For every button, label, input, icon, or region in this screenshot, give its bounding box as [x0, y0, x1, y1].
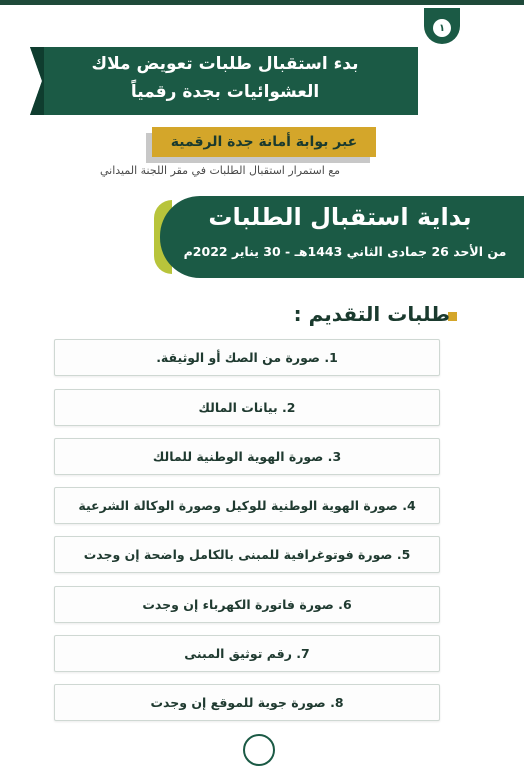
requirement-item: 1. صورة من الصك أو الوثيقة.: [54, 339, 440, 376]
requirement-item: 5. صورة فوتوغرافية للمبنى بالكامل واضحة إن وجدت: [54, 536, 440, 573]
requirement-item: 7. رقم توثيق المبنى: [54, 635, 440, 672]
requirements-heading: طلبات التقديم :: [293, 302, 450, 326]
portal-badge: [152, 127, 376, 157]
page-title: [40, 50, 410, 106]
requirement-item: 8. صورة جوية للموقع إن وجدت: [54, 684, 440, 721]
page-number-badge: [424, 8, 460, 44]
start-date: من الأحد 26 جمادى الثاني 1443هـ - 30 يناير 2022م: [183, 244, 507, 259]
requirement-item: 2. بيانات المالك: [54, 389, 440, 426]
portal-label: عبر بوابة أمانة جدة الرقمية: [170, 134, 358, 150]
requirement-item: 6. صورة فاتورة الكهرباء إن وجدت: [54, 586, 440, 623]
page-number: ١: [433, 19, 451, 37]
requirement-item: 3. صورة الهوية الوطنية للمالك: [54, 438, 440, 475]
footer-emblem-icon: [243, 734, 275, 766]
sub-note: مع استمرار استقبال الطلبات في مقر اللجنة الميداني: [100, 164, 340, 177]
title-line-1: بدء استقبال طلبات تعويض ملاك: [91, 54, 359, 74]
start-title: بداية استقبال الطلبات: [208, 203, 472, 231]
requirement-item: 4. صورة الهوية الوطنية للوكيل وصورة الوكالة الشرعية: [54, 487, 440, 524]
top-divider: [0, 0, 524, 5]
title-line-2: العشوائيات بجدة رقمياً: [130, 82, 320, 102]
